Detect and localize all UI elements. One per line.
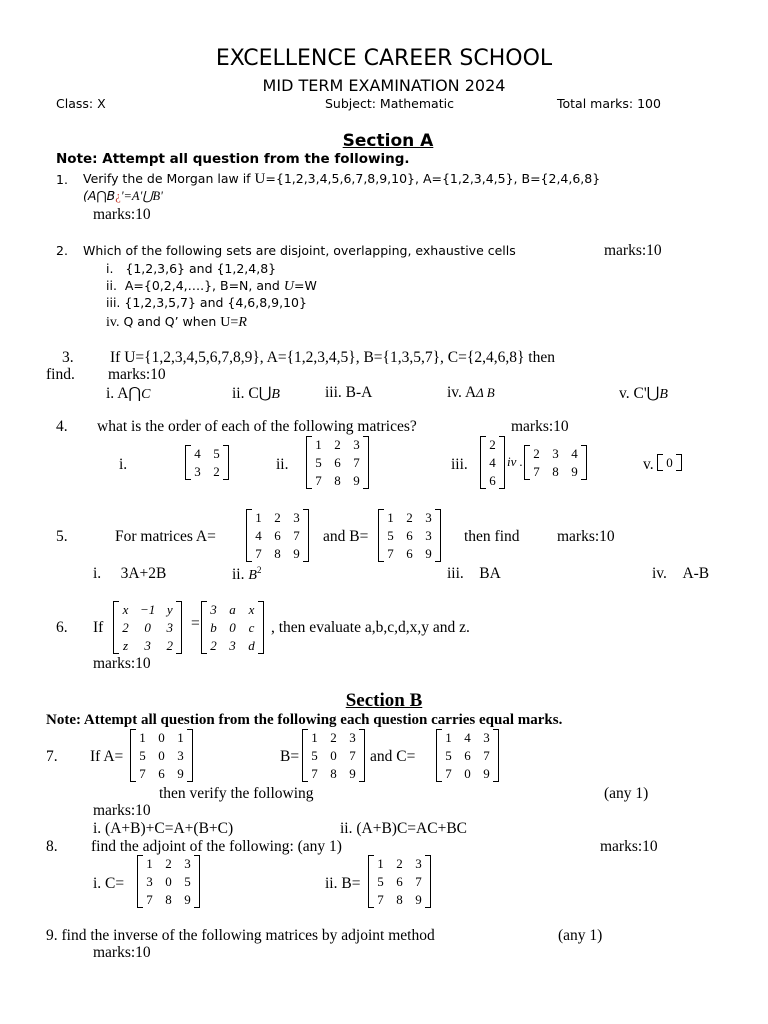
q8-number: 8. [46,838,58,855]
q8-part-i: i. C= [93,875,125,892]
matrix-cell: 7 [415,874,422,889]
matrix-bracket-right [435,509,441,562]
matrix-cell: 7 [353,455,360,470]
section-b-note: Note: Attempt all question from the following each question carries equal marks. [46,712,563,728]
matrix-cell: 0 [666,455,673,470]
matrix-cell: 9 [483,766,490,781]
matrix-cell: x [122,602,129,617]
matrix-cell: 5 [184,874,191,889]
matrix-bracket-left [185,445,191,480]
matrix-cell: z [122,638,129,653]
q4-label-iii: iii. [451,456,468,473]
q7-text-a: If A= [90,748,124,765]
matrix-cell: 7 [293,528,300,543]
q4-label-iv: iv . [507,454,523,469]
matrix-cell: 2 [210,638,217,653]
matrix-cell: 3 [166,620,174,635]
matrix-cell: 5 [445,748,452,763]
total-marks: Total marks: 100 [557,96,661,111]
matrix-cell: x [248,602,255,617]
matrix-bracket-left [657,454,663,471]
q5-text-b: and B= [323,528,369,545]
matrix-cell: 4 [255,528,262,543]
matrix-cell: 7 [139,766,146,781]
q3-part-iii: iii. B-A [325,384,373,401]
matrix-bracket-right [425,855,431,908]
q2-text: Which of the following sets are disjoint, overlapping, exhaustive cells [83,243,516,258]
q3-text: If U={1,2,3,4,5,6,7,8,9}, A={1,2,3,4,5}, B={1,3,5,7}, C={2,4,6,8} then [110,349,555,366]
matrix-cell: 7 [255,546,262,561]
q7-matrix-a [130,729,193,782]
matrix-cell: 7 [445,766,452,781]
matrix-bracket-left [306,436,312,489]
q4-number: 4. [56,418,68,435]
matrix-cell: 2 [213,464,220,479]
q5-number: 5. [56,528,68,545]
matrix-cell: 3 [177,748,184,763]
q1-marks: marks:10 [93,206,151,223]
q3-find: find. [46,366,75,383]
school-name: EXCELLENCE CAREER SCHOOL [215,46,553,71]
q5-part-iv: iv. A-B [652,565,710,582]
matrix-cell: 7 [311,766,318,781]
matrix-cell: 7 [483,748,490,763]
matrix-cell: 7 [533,464,540,479]
matrix-cell: 0 [158,748,165,763]
q6-text: , then evaluate a,b,c,d,x,y and z. [271,619,470,636]
q8-matrix-c [137,855,200,908]
q9-text: 9. find the inverse of the following matrices by adjoint method [46,927,435,944]
q5-marks: marks:10 [557,528,615,545]
q2-item-3: iii. {1,2,3,5,7} and {4,6,8,9,10} [106,295,307,310]
matrix-bracket-left [436,729,442,782]
matrix-bracket-left [137,855,143,908]
matrix-cell: 2 [330,730,337,745]
matrix-cell: 1 [315,437,322,452]
matrix-cell: 0 [330,748,337,763]
q6-marks: marks:10 [93,655,151,672]
matrix-cell: 2 [334,437,341,452]
matrix-bracket-right [363,436,369,489]
q3-part-ii: ii. C⋃B [232,385,280,402]
q4-matrix-i [185,445,229,480]
matrix-cell: −1 [140,602,156,617]
q7-any: (any 1) [604,785,649,802]
matrix-cell: 4 [194,446,201,461]
q2-number: 2. [56,243,68,258]
q8-marks: marks:10 [600,838,658,855]
q4-matrix-v [657,454,682,471]
q5-part-ii: ii. $B^2$ [232,565,262,584]
matrix-bracket-right [581,445,587,480]
matrix-cell: 2 [489,437,496,452]
q1-text: Verify the de Morgan law if U={1,2,3,4,5,6,7,8,9,10}, A={1,2,3,4,5}, B={2,4,6,8} [83,171,601,187]
matrix-cell: c [248,620,255,635]
q5-matrix-b [378,509,441,562]
q4-label-v: v. [643,456,654,473]
matrix-bracket-right [223,445,229,480]
matrix-cell: 2 [166,638,174,653]
matrix-bracket-left [130,729,136,782]
q5-matrix-a [246,509,309,562]
matrix-cell: 2 [122,620,129,635]
matrix-bracket-right [194,855,200,908]
q8-text: find the adjoint of the following: (any 1) [91,838,342,855]
q4-label-i: i. [119,456,128,473]
matrix-cell: 3 [552,446,559,461]
matrix-cell: 2 [165,856,172,871]
q6-if: If [93,619,104,636]
matrix-bracket-right [499,436,505,489]
q6-equals: = [191,615,200,632]
matrix-cell: 7 [315,473,322,488]
matrix-cell: 4 [571,446,578,461]
q3-part-v: v. C'⋃B [619,385,668,402]
q3-number: 3. [62,349,74,366]
q3-part-iv: iv. AΔ B [447,384,495,401]
q7-text-c: and C= [370,748,416,765]
q3-marks: marks:10 [108,366,166,383]
q7-matrix-c [436,729,499,782]
q3-part-i: i. A⋂C [106,385,151,402]
matrix-cell: 0 [158,730,165,745]
matrix-cell: 1 [255,510,262,525]
matrix-cell: 5 [311,748,318,763]
matrix-cell: 3 [293,510,300,525]
q7-text-b: B= [280,748,300,765]
matrix-bracket-left [201,601,207,654]
matrix-cell: 3 [483,730,490,745]
q8-part-ii: ii. B= [325,875,361,892]
q4-matrix-iv [524,445,587,480]
matrix-cell: 4 [464,730,471,745]
matrix-bracket-right [187,729,193,782]
matrix-cell: 9 [353,473,360,488]
matrix-cell: d [248,638,255,653]
q9-any: (any 1) [558,927,603,944]
matrix-bracket-right [258,601,264,654]
q6-matrix-left [113,601,182,654]
matrix-cell: 1 [377,856,384,871]
matrix-cell: 3 [146,874,153,889]
matrix-cell: 6 [158,766,165,781]
matrix-cell: 6 [396,874,403,889]
exam-title: MID TERM EXAMINATION 2024 [262,76,506,95]
q1-law: (A⋂B¿'=A'⋃B' [83,188,163,203]
q5-part-iii: iii. BA [447,565,501,582]
subject-label: Subject: Mathematic [325,96,454,111]
q8-matrix-b [368,855,431,908]
q7-marks: marks:10 [93,802,151,819]
q4-matrix-ii [306,436,369,489]
matrix-cell: a [229,602,236,617]
matrix-cell: 5 [139,748,146,763]
matrix-cell: 7 [146,892,153,907]
q7-verify: then verify the following [159,785,314,802]
matrix-bracket-right [493,729,499,782]
matrix-bracket-left [113,601,119,654]
matrix-cell: 1 [146,856,153,871]
q4-text: what is the order of each of the following matrices? [97,418,417,435]
matrix-bracket-right [176,601,182,654]
section-b-title: Section B [345,690,423,711]
matrix-cell: 8 [552,464,559,479]
matrix-cell: 3 [415,856,422,871]
matrix-cell: 1 [139,730,146,745]
matrix-bracket-right [676,454,682,471]
matrix-cell: 3 [425,510,432,525]
q5-text-a: For matrices A= [115,528,216,545]
matrix-cell: 5 [377,874,384,889]
matrix-cell: 3 [194,464,201,479]
q6-matrix-right [201,601,264,654]
matrix-cell: 8 [274,546,281,561]
matrix-cell: 2 [533,446,540,461]
matrix-cell: 1 [311,730,318,745]
matrix-cell: 6 [406,546,413,561]
matrix-cell: 2 [274,510,281,525]
q7-number: 7. [46,748,58,765]
matrix-cell: 3 [144,638,151,653]
matrix-cell: 1 [445,730,452,745]
matrix-cell: 9 [349,766,356,781]
matrix-cell: 6 [406,528,413,543]
matrix-cell: 3 [353,437,360,452]
q4-label-ii: ii. [276,456,289,473]
q6-number: 6. [56,619,68,636]
matrix-cell: 8 [396,892,403,907]
section-a-title: Section A [342,131,434,151]
matrix-cell: 0 [165,874,172,889]
matrix-cell: 7 [377,892,384,907]
matrix-cell: 3 [210,602,217,617]
q5-part-i: i. 3A+2B [93,565,167,582]
matrix-cell: 6 [464,748,471,763]
matrix-bracket-left [302,729,308,782]
matrix-cell: 1 [177,730,184,745]
matrix-cell: 1 [387,510,394,525]
matrix-cell: 3 [425,528,432,543]
matrix-cell: 8 [334,473,341,488]
matrix-cell: 3 [349,730,356,745]
matrix-bracket-right [303,509,309,562]
matrix-cell: 3 [229,638,236,653]
matrix-cell: 5 [387,528,394,543]
q9-marks: marks:10 [93,944,151,961]
q5-text-c: then find [464,528,520,545]
matrix-cell: 2 [406,510,413,525]
matrix-cell: 9 [415,892,422,907]
matrix-cell: 6 [334,455,341,470]
matrix-cell: 5 [213,446,220,461]
matrix-cell: 0 [464,766,471,781]
q2-item-1: i. {1,2,3,6} and {1,2,4,8} [106,261,277,276]
matrix-cell: 8 [330,766,337,781]
matrix-cell: 9 [425,546,432,561]
matrix-cell: 0 [144,620,151,635]
matrix-bracket-left [378,509,384,562]
matrix-cell: 0 [229,620,236,635]
q2-item-4: iv. Q and Q’ when U=R [106,314,247,330]
matrix-cell: 6 [274,528,281,543]
q1-number: 1. [56,172,68,187]
q4-matrix-iii [480,436,505,489]
matrix-cell: y [166,602,173,617]
matrix-cell: 6 [489,473,496,488]
matrix-cell: 3 [184,856,191,871]
matrix-cell: 5 [315,455,322,470]
matrix-bracket-left [480,436,486,489]
q7-part-ii: ii. (A+B)C=AC+BC [340,820,467,837]
matrix-bracket-left [246,509,252,562]
matrix-cell: 9 [184,892,191,907]
matrix-cell: 4 [489,455,496,470]
section-a-note: Note: Attempt all question from the following. [56,151,410,167]
q2-marks: marks:10 [604,242,662,259]
matrix-cell: 7 [387,546,394,561]
q7-matrix-b [302,729,365,782]
matrix-cell: 8 [165,892,172,907]
matrix-bracket-left [524,445,530,480]
class-label: Class: X [56,96,106,111]
matrix-cell: 9 [293,546,300,561]
matrix-cell: 9 [571,464,578,479]
q7-part-i: i. (A+B)+C=A+(B+C) [93,820,234,837]
matrix-cell: 9 [177,766,184,781]
matrix-cell: b [210,620,217,635]
matrix-cell: 7 [349,748,356,763]
matrix-cell: 2 [396,856,403,871]
q2-item-2: ii. A={0,2,4,….}, B=N, and U=W [106,278,317,294]
matrix-bracket-right [359,729,365,782]
matrix-bracket-left [368,855,374,908]
q4-marks: marks:10 [511,418,569,435]
